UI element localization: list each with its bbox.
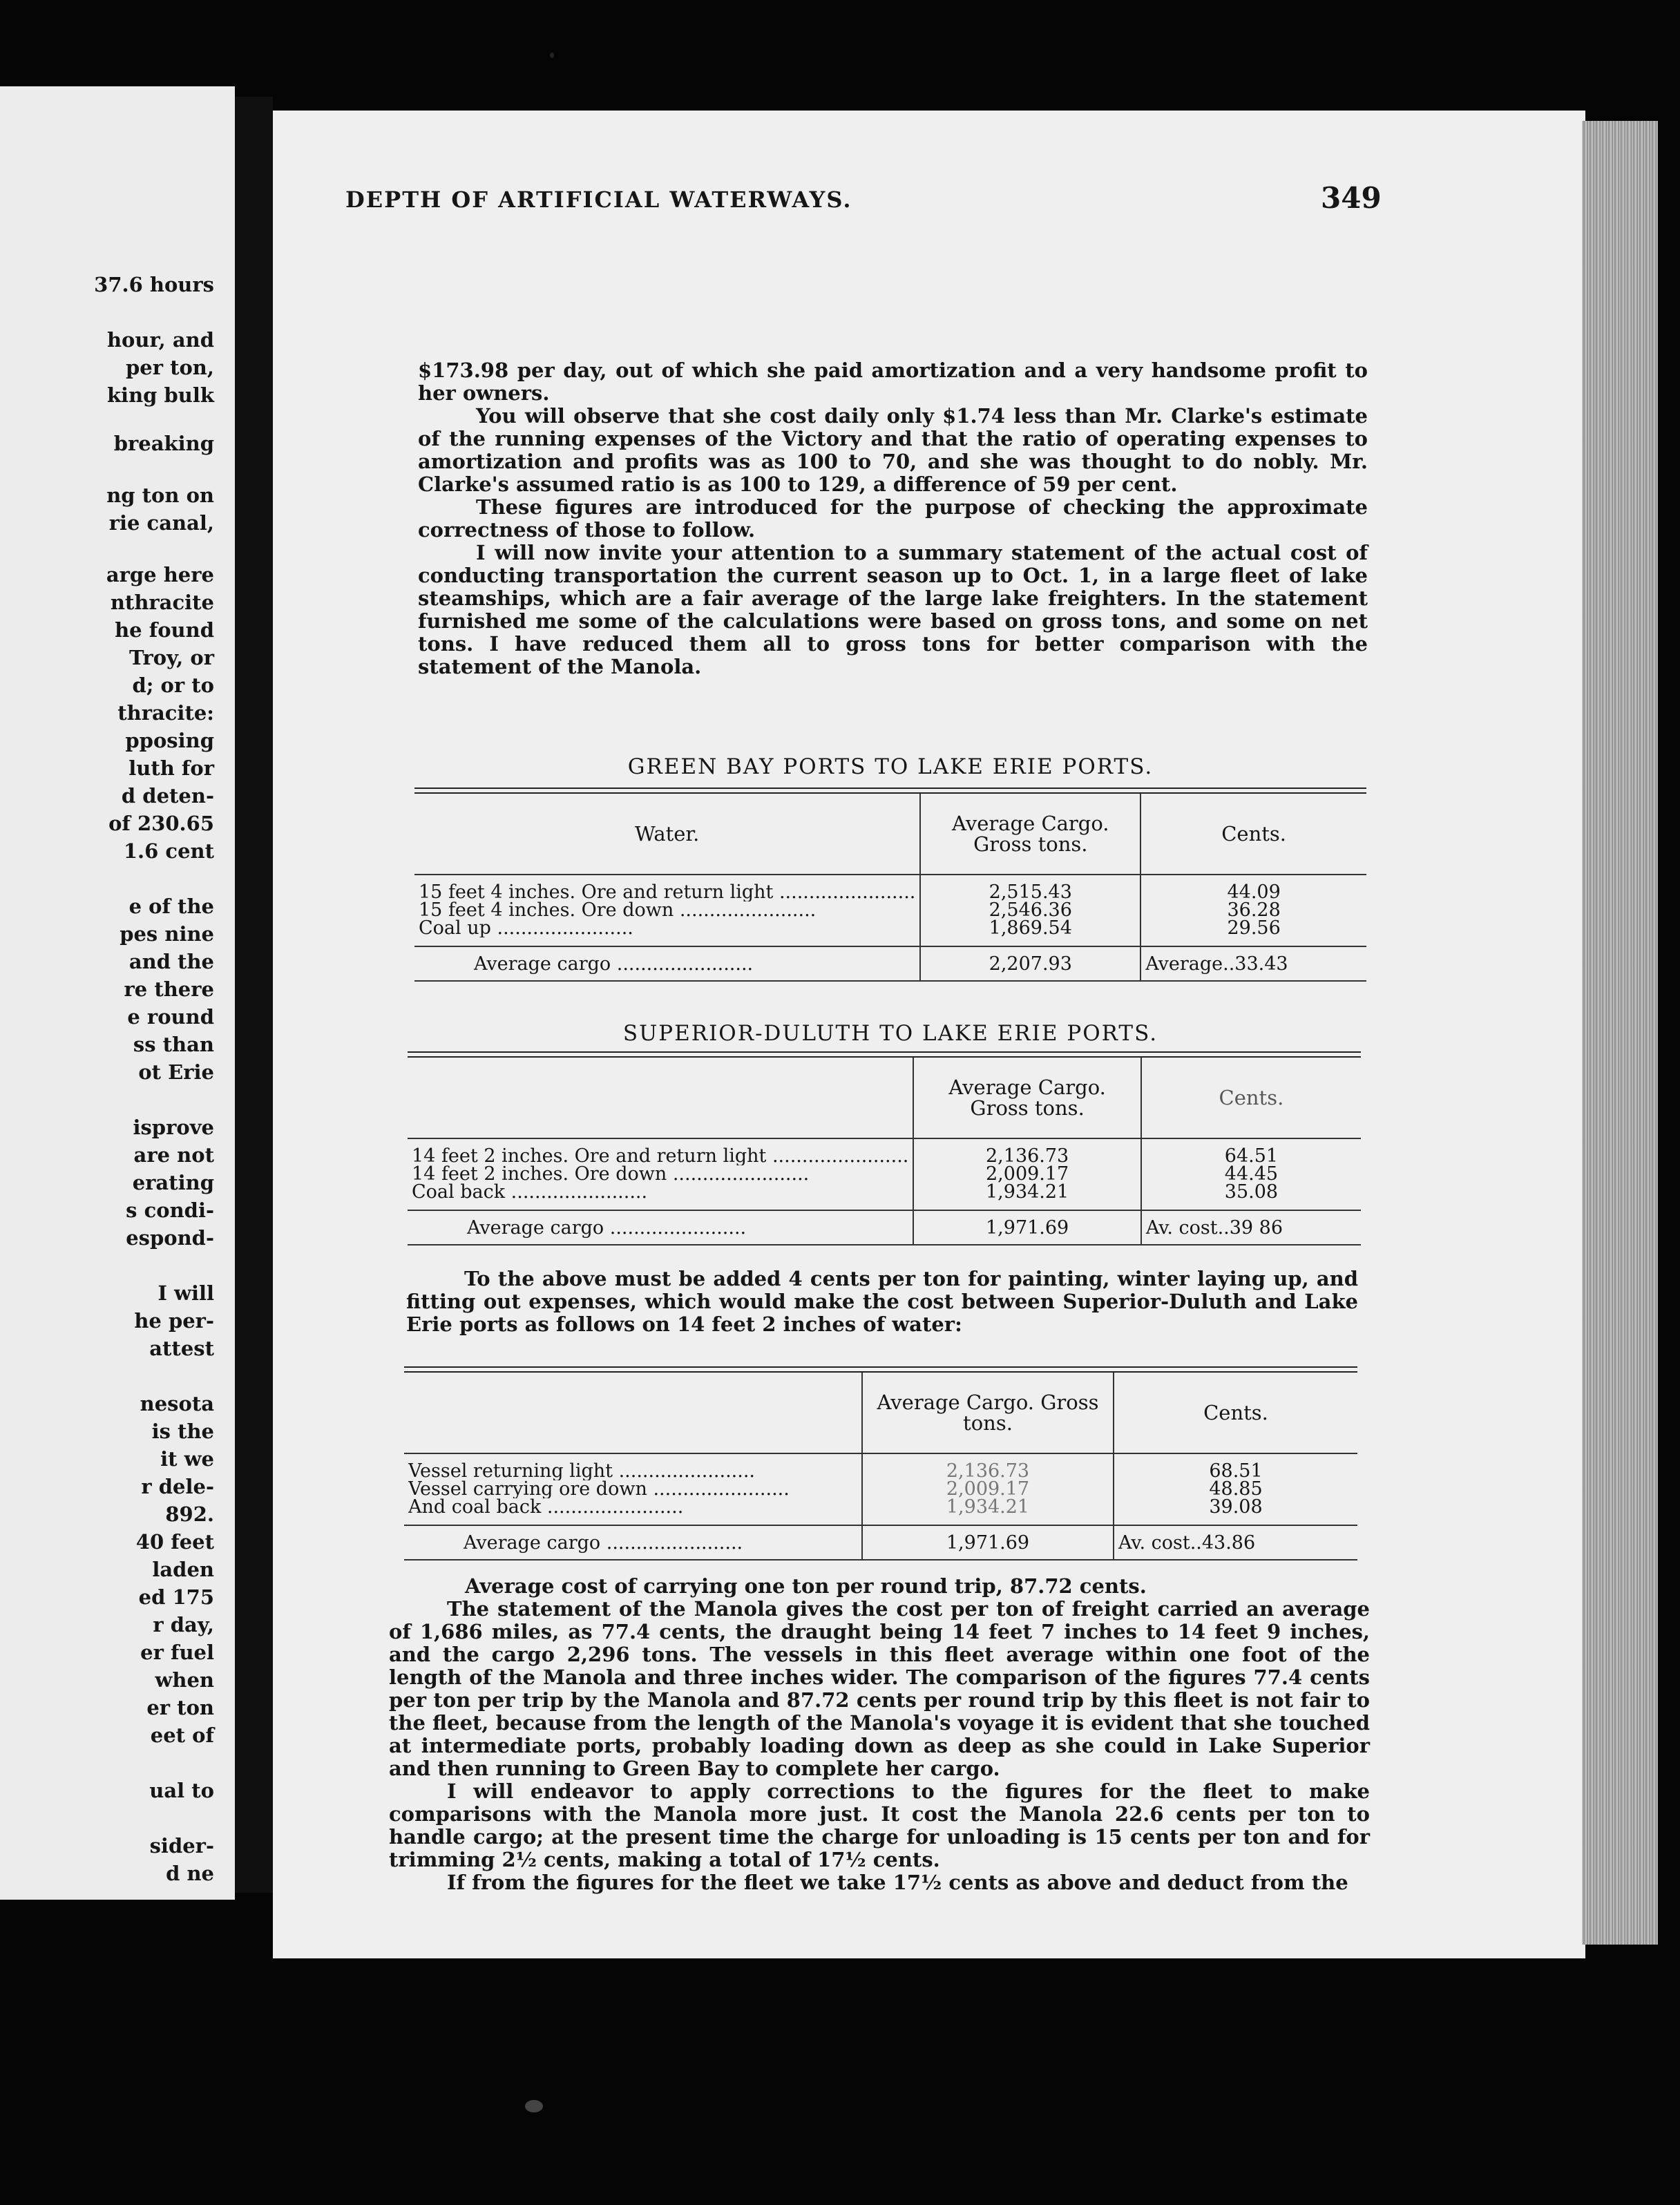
table-adjusted-cost <box>404 1366 1357 1560</box>
average-cargo: 2,207.93 <box>920 946 1140 981</box>
left-page-line: it we <box>160 1447 214 1471</box>
average-cents: Av. cost..43.86 <box>1114 1525 1357 1560</box>
average-cents: Av. cost..39 86 <box>1141 1210 1361 1245</box>
row-label: 15 feet 4 inches. Ore and return light <box>419 884 774 901</box>
column-header: Average Cargo. Gross tons. <box>920 794 1140 875</box>
left-page-line: he per- <box>134 1309 214 1333</box>
left-page-line: Troy, or <box>129 646 214 669</box>
left-page-line: pposing <box>125 729 214 752</box>
left-page-line: 37.6 hours <box>94 273 214 296</box>
left-page-line: attest <box>149 1337 214 1360</box>
column-header: Cents. <box>1141 1058 1361 1138</box>
left-page-line: sider- <box>149 1834 214 1858</box>
table-title: SUPERIOR-DULUTH TO LAKE ERIE PORTS. <box>622 1021 1158 1046</box>
rule <box>408 1051 1361 1058</box>
cargo-cell: 1,934.21 <box>946 1496 1030 1518</box>
table-average-row <box>408 1210 1361 1245</box>
row-label: Vessel carrying ore down <box>408 1480 647 1498</box>
column-header <box>404 1373 862 1453</box>
left-page-line: r dele- <box>141 1475 214 1498</box>
cents-cell: 68.51 <box>1209 1460 1263 1482</box>
average-cents: Average..33.43 <box>1140 946 1366 981</box>
mid-paragraph-block <box>406 1268 1358 1336</box>
left-page-line: espond- <box>126 1226 214 1250</box>
left-page-line: rie canal, <box>108 511 214 535</box>
left-page-line: and the <box>128 950 214 973</box>
closing-text <box>389 1575 1370 1894</box>
book-gutter <box>235 97 273 1893</box>
cargo-cell: 2,009.17 <box>986 1163 1069 1185</box>
paragraph: I will now invite your attention to a summary statement of the actual cost of conducting transportation the current season up to Oct. 1, in a large fleet of lake steamships, which are a fair average of the large lake freighters. In the statement furnished me some of the calculations were based on gross tons, and some on net tons. I have reduced them all to gross tons for better comparison with the statement of the Manola. <box>418 541 1368 678</box>
left-page-line: s condi- <box>126 1199 214 1222</box>
left-page-line: r day, <box>153 1613 214 1636</box>
cents-cell: 48.85 <box>1209 1478 1263 1500</box>
left-page-line: ng ton on <box>106 484 214 507</box>
left-page-line: erating <box>132 1171 214 1194</box>
cents-cell: 29.56 <box>1227 917 1281 939</box>
table-title: GREEN BAY PORTS TO LAKE ERIE PORTS. <box>627 754 1154 779</box>
row-label: Coal back <box>412 1183 506 1201</box>
left-page-line: hour, and <box>106 328 214 352</box>
left-page-line: luth for <box>128 756 214 780</box>
scan-speck <box>550 52 554 58</box>
cents-cell: 44.09 <box>1227 881 1281 903</box>
left-page-line: are not <box>133 1143 214 1167</box>
left-page-line: per ton, <box>125 356 214 379</box>
left-facing-page <box>0 86 235 1900</box>
intro-text <box>418 359 1368 678</box>
average-label: Average cargo <box>474 953 611 975</box>
page-number: 349 <box>1321 181 1382 215</box>
paragraph: The statement of the Manola gives the cost per ton of freight carried an average of 1,686 miles, as 77.4 cents, the draught being 14 feet 7 inches to 14 feet 9 inches, and the cargo 2,296 tons. The vessels in this fleet average within one foot of the length of the Manola and three inches wider. The comparison of the figures 77.4 cents per ton per trip by the Manola and 87.72 cents per round trip by this fleet is not fair to the fleet, because from the length of the Manola's voyage it is evident that she touched at intermediate ports, probably loading down as deep as she could in Lake Superior and then running to Green Bay to complete her cargo. <box>389 1597 1370 1780</box>
left-page-line: re there <box>124 977 214 1001</box>
table-row <box>408 1138 1361 1210</box>
left-page-line: d; or to <box>132 674 214 697</box>
row-label: 15 feet 4 inches. Ore down <box>419 901 674 919</box>
left-page-line: pes nine <box>120 922 214 946</box>
left-page-line: isprove <box>133 1116 214 1139</box>
column-header: Cents. <box>1114 1373 1357 1453</box>
paragraph: I will endeavor to apply corrections to the figures for the fleet to make comparisons with the Manola more just. It cost the Manola 22.6 cents per ton to handle cargo; at the present time the charge for unloading is 15 cents per ton and for trimming 2½ cents, making a total of 17½ cents. <box>389 1779 1370 1871</box>
cents-cell: 44.45 <box>1224 1163 1279 1185</box>
cents-cell: 39.08 <box>1209 1496 1263 1518</box>
average-summary-line: Average cost of carrying one ton per round trip, 87.72 cents. <box>465 1574 1147 1598</box>
row-label: 14 feet 2 inches. Ore and return light <box>412 1147 767 1165</box>
paragraph: You will observe that she cost daily only $1.74 less than Mr. Clarke's estimate of the running expenses of the Victory and that the ratio of operating expenses to amortization and profits was as 100 to 70, and she was thought to do nobly. Mr. Clarke's assumed ratio is as 100 to 129, a difference of 59 per cent. <box>418 404 1368 496</box>
column-header: Average Cargo. Gross tons. <box>862 1373 1114 1453</box>
left-page-line: d deten- <box>121 784 214 808</box>
cargo-cell: 2,515.43 <box>989 881 1072 903</box>
rule <box>414 788 1366 794</box>
cargo-cell: 2,136.73 <box>946 1460 1030 1482</box>
left-page-line: 1.6 cent <box>123 839 214 863</box>
scan-speck <box>525 2100 543 2112</box>
left-page-line: e round <box>127 1005 214 1029</box>
left-page-line: he found <box>115 618 214 642</box>
cents-cell: 36.28 <box>1227 899 1281 921</box>
cargo-cell: 1,869.54 <box>989 917 1072 939</box>
left-page-line: king bulk <box>106 383 214 407</box>
left-page-line: arge here <box>106 563 214 586</box>
left-page-line: laden <box>152 1558 214 1581</box>
left-page-line: breaking <box>113 432 214 455</box>
cargo-cell: 2,009.17 <box>946 1478 1030 1500</box>
column-header: Cents. <box>1140 794 1366 875</box>
left-page-line: 892. <box>165 1502 214 1526</box>
left-page-line: d ne <box>166 1862 214 1885</box>
left-page-line: ot Erie <box>138 1060 214 1084</box>
column-header: Water. <box>414 794 920 875</box>
left-page-line: ss than <box>133 1033 214 1056</box>
left-page-line: when <box>155 1668 214 1692</box>
row-label: Vessel returning light <box>408 1462 613 1480</box>
left-page-line: is the <box>151 1420 214 1443</box>
average-label: Average cargo <box>464 1531 601 1554</box>
left-page-line: ual to <box>149 1779 214 1802</box>
left-page-line: eet of <box>150 1724 214 1747</box>
rule <box>404 1366 1357 1373</box>
column-header <box>408 1058 913 1138</box>
left-page-line: nesota <box>140 1392 214 1415</box>
table-green-bay <box>414 788 1366 982</box>
cents-cell: 64.51 <box>1224 1145 1279 1167</box>
row-label: And coal back <box>408 1498 542 1516</box>
cargo-cell: 1,934.21 <box>986 1181 1069 1203</box>
left-page-line: thracite: <box>117 701 214 725</box>
table-average-row <box>414 946 1366 981</box>
left-page-line: 40 feet <box>135 1530 214 1554</box>
column-header: Average Cargo. Gross tons. <box>913 1058 1141 1138</box>
left-page-line: er fuel <box>140 1641 214 1664</box>
left-page-line: e of the <box>128 895 214 918</box>
left-page-line: I will <box>158 1281 214 1305</box>
paragraph: To the above must be added 4 cents per ton for painting, winter laying up, and fitting out expenses, which would make the cost between Superior-Duluth and Lake Erie ports as follows on 14 feet 2 inches of water: <box>406 1267 1358 1336</box>
table-average-row <box>404 1525 1357 1560</box>
cargo-cell: 2,546.36 <box>989 899 1072 921</box>
average-cargo: 1,971.69 <box>862 1525 1114 1560</box>
running-title: DEPTH OF ARTIFICIAL WATERWAYS. <box>345 187 852 213</box>
paragraph: If from the figures for the fleet we take 17½ cents as above and deduct from the <box>447 1871 1348 1894</box>
cents-cell: 35.08 <box>1224 1181 1279 1203</box>
average-cargo: 1,971.69 <box>913 1210 1141 1245</box>
table-superior-duluth <box>408 1051 1361 1245</box>
table-row <box>414 875 1366 946</box>
left-page-line: nthracite <box>110 591 214 614</box>
paragraph: These figures are introduced for the purpose of checking the approximate correctness of those to follow. <box>418 495 1368 542</box>
average-label: Average cargo <box>467 1216 604 1239</box>
table-row <box>404 1453 1357 1525</box>
row-label: 14 feet 2 inches. Ore down <box>412 1165 667 1183</box>
left-page-line: of 230.65 <box>108 812 214 835</box>
left-page-line: ed 175 <box>138 1585 214 1609</box>
left-page-line: er ton <box>146 1696 214 1719</box>
paragraph: $173.98 per day, out of which she paid amortization and a very handsome profit to her owners. <box>418 359 1368 405</box>
page-edges <box>1582 121 1658 1945</box>
cargo-cell: 2,136.73 <box>986 1145 1069 1167</box>
row-label: Coal up <box>419 919 491 937</box>
